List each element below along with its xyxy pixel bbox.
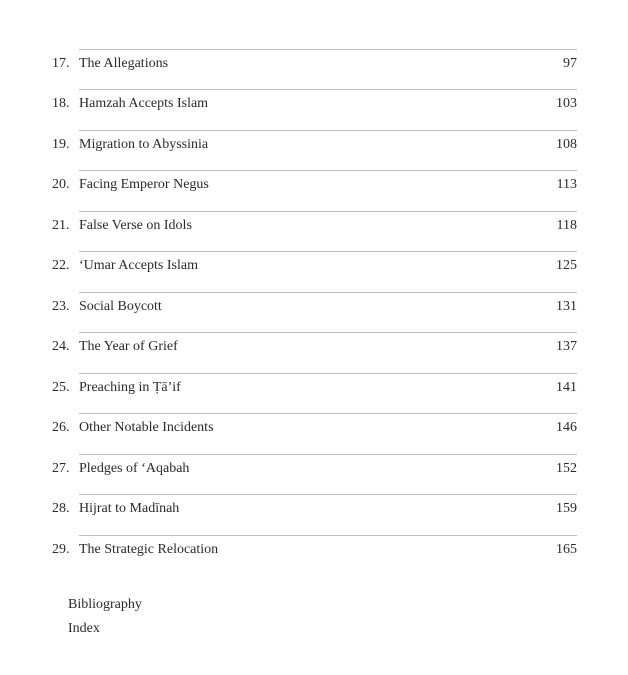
chapter-title: Social Boycott (79, 299, 162, 314)
toc-entry[interactable] (52, 378, 577, 398)
toc-entry[interactable] (52, 175, 577, 195)
chapter-number: 25. (52, 380, 70, 395)
page-number: 152 (556, 461, 577, 476)
toc-entry[interactable] (52, 540, 577, 560)
page-number: 137 (556, 339, 577, 354)
divider (79, 494, 577, 495)
page-number: 113 (556, 177, 577, 192)
toc-bibliography[interactable]: Bibliography (68, 597, 142, 612)
toc-entry[interactable] (52, 297, 577, 317)
divider (79, 535, 577, 536)
toc-index[interactable]: Index (68, 621, 100, 636)
toc-entry[interactable] (52, 418, 577, 438)
page-number: 103 (556, 96, 577, 111)
divider (79, 373, 577, 374)
chapter-number: 22. (52, 258, 70, 273)
chapter-number: 29. (52, 542, 70, 557)
chapter-number: 23. (52, 299, 70, 314)
chapter-number: 19. (52, 137, 70, 152)
toc-entry[interactable] (52, 135, 577, 155)
toc-entry[interactable] (52, 256, 577, 276)
page-number: 97 (563, 56, 577, 71)
toc-entry[interactable] (52, 459, 577, 479)
divider (79, 251, 577, 252)
page-number: 118 (556, 218, 577, 233)
chapter-number: 21. (52, 218, 70, 233)
page-number: 131 (556, 299, 577, 314)
divider (79, 49, 577, 50)
chapter-title: Facing Emperor Negus (79, 177, 209, 192)
page-number: 165 (556, 542, 577, 557)
chapter-title: ‘Umar Accepts Islam (79, 258, 198, 273)
chapter-title: Hamzah Accepts Islam (79, 96, 209, 111)
chapter-title: Pledges of ‘Aqabah (79, 461, 190, 476)
chapter-number: 24. (52, 339, 70, 354)
chapter-title: Hijrat to Madīnah (79, 501, 180, 516)
chapter-title: False Verse on Idols (79, 218, 192, 233)
divider (79, 211, 577, 212)
page-number: 125 (556, 258, 577, 273)
divider (79, 413, 577, 414)
chapter-title: The Strategic Relocation (79, 542, 219, 557)
divider (79, 89, 577, 90)
chapter-number: 18. (52, 96, 70, 111)
toc-entry[interactable] (52, 54, 577, 74)
page-number: 141 (556, 380, 577, 395)
divider (79, 332, 577, 333)
chapter-title: Preaching in Ṭā’if (79, 380, 181, 395)
chapter-title: Migration to Abyssinia (79, 137, 209, 152)
page-number: 159 (556, 501, 577, 516)
divider (79, 130, 577, 131)
chapter-title: The Year of Grief (79, 339, 178, 354)
chapter-number: 28. (52, 501, 70, 516)
divider (79, 292, 577, 293)
chapter-number: 17. (52, 56, 70, 71)
divider (79, 454, 577, 455)
page-number: 108 (556, 137, 577, 152)
chapter-number: 26. (52, 420, 70, 435)
toc-entry[interactable] (52, 337, 577, 357)
chapter-title: Other Notable Incidents (79, 420, 214, 435)
page-number: 146 (556, 420, 577, 435)
toc-entry[interactable] (52, 499, 577, 519)
chapter-title: The Allegations (79, 56, 169, 71)
chapter-number: 27. (52, 461, 70, 476)
chapter-number: 20. (52, 177, 70, 192)
toc-entry[interactable] (52, 94, 577, 114)
divider (79, 170, 577, 171)
toc-entry[interactable] (52, 216, 577, 236)
